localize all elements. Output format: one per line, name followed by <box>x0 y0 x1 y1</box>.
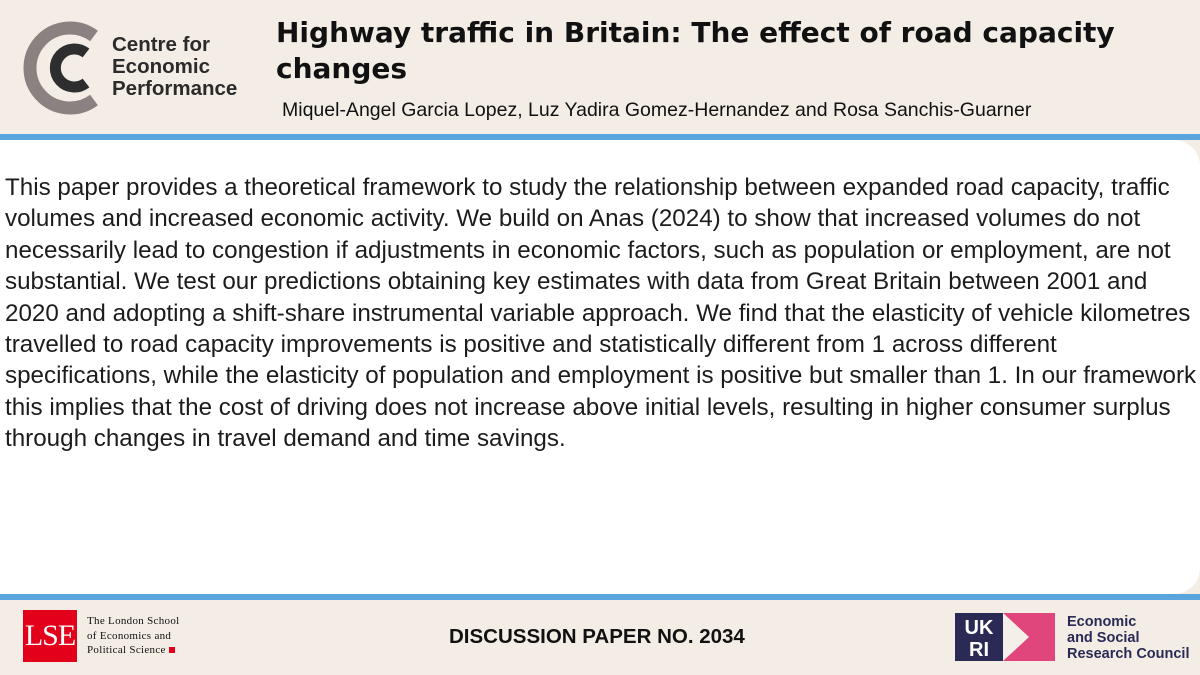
lse-logo: LSE <box>23 610 77 662</box>
esrc-name <box>1067 614 1190 662</box>
cep-logo-line-2: Economic <box>112 55 210 78</box>
lse-name-line-3: Political Science <box>87 644 166 656</box>
cep-logo-text <box>112 34 237 100</box>
paper-authors: Miquel-Angel Garcia Lopez, Luz Yadira Gomez-Hernandez and Rosa Sanchis-Guarner <box>282 99 1032 121</box>
ukri-logo <box>955 613 1055 661</box>
lse-square-icon <box>169 647 175 653</box>
abstract-text: This paper provides a theoretical framework to study the relationship between expanded road capacity, traffic volumes and increased economic activity. We build on Anas (2024) to show that increased volumes do not necessarily lead to congestion if adjustments in economic factors, such as population or employment, are not substantial. We test our predictions obtaining key estimates with data from Great Britain between 2001 and 2020 and adopting a shift-share instrumental variable approach. We find that the elasticity of vehicle kilometres travelled to road capacity improvements is positive and statistically different from 1 across different specifications, while the elasticity of population and employment is positive but smaller than 1. In our framework this implies that the cost of driving does not increase above initial levels, resulting in higher consumer surplus through changes in travel demand and time savings. <box>5 174 1197 453</box>
footer <box>0 600 1200 675</box>
paper-title: Highway traffic in Britain: The effect of road capacity changes <box>276 16 1115 85</box>
cep-logo <box>22 18 267 118</box>
header <box>0 0 1200 132</box>
esrc-line-1: Economic <box>1067 614 1137 630</box>
lse-name-line-2: of Economics and <box>87 629 172 642</box>
esrc-line-3: Research Council <box>1067 646 1190 662</box>
ukri-mark-top: UK <box>964 617 994 639</box>
cep-logo-line-3: Performance <box>112 77 238 100</box>
cep-logo-icon <box>22 18 112 118</box>
discussion-paper-number: DISCUSSION PAPER NO. 2034 <box>449 625 745 648</box>
lse-name <box>87 614 179 658</box>
cep-logo-line-1: Centre for <box>112 33 210 56</box>
esrc-line-2: and Social <box>1067 630 1140 646</box>
lse-name-line-1: The London School <box>87 615 180 627</box>
abstract-panel <box>0 140 1200 594</box>
ukri-mark-bottom: RI <box>969 639 989 661</box>
